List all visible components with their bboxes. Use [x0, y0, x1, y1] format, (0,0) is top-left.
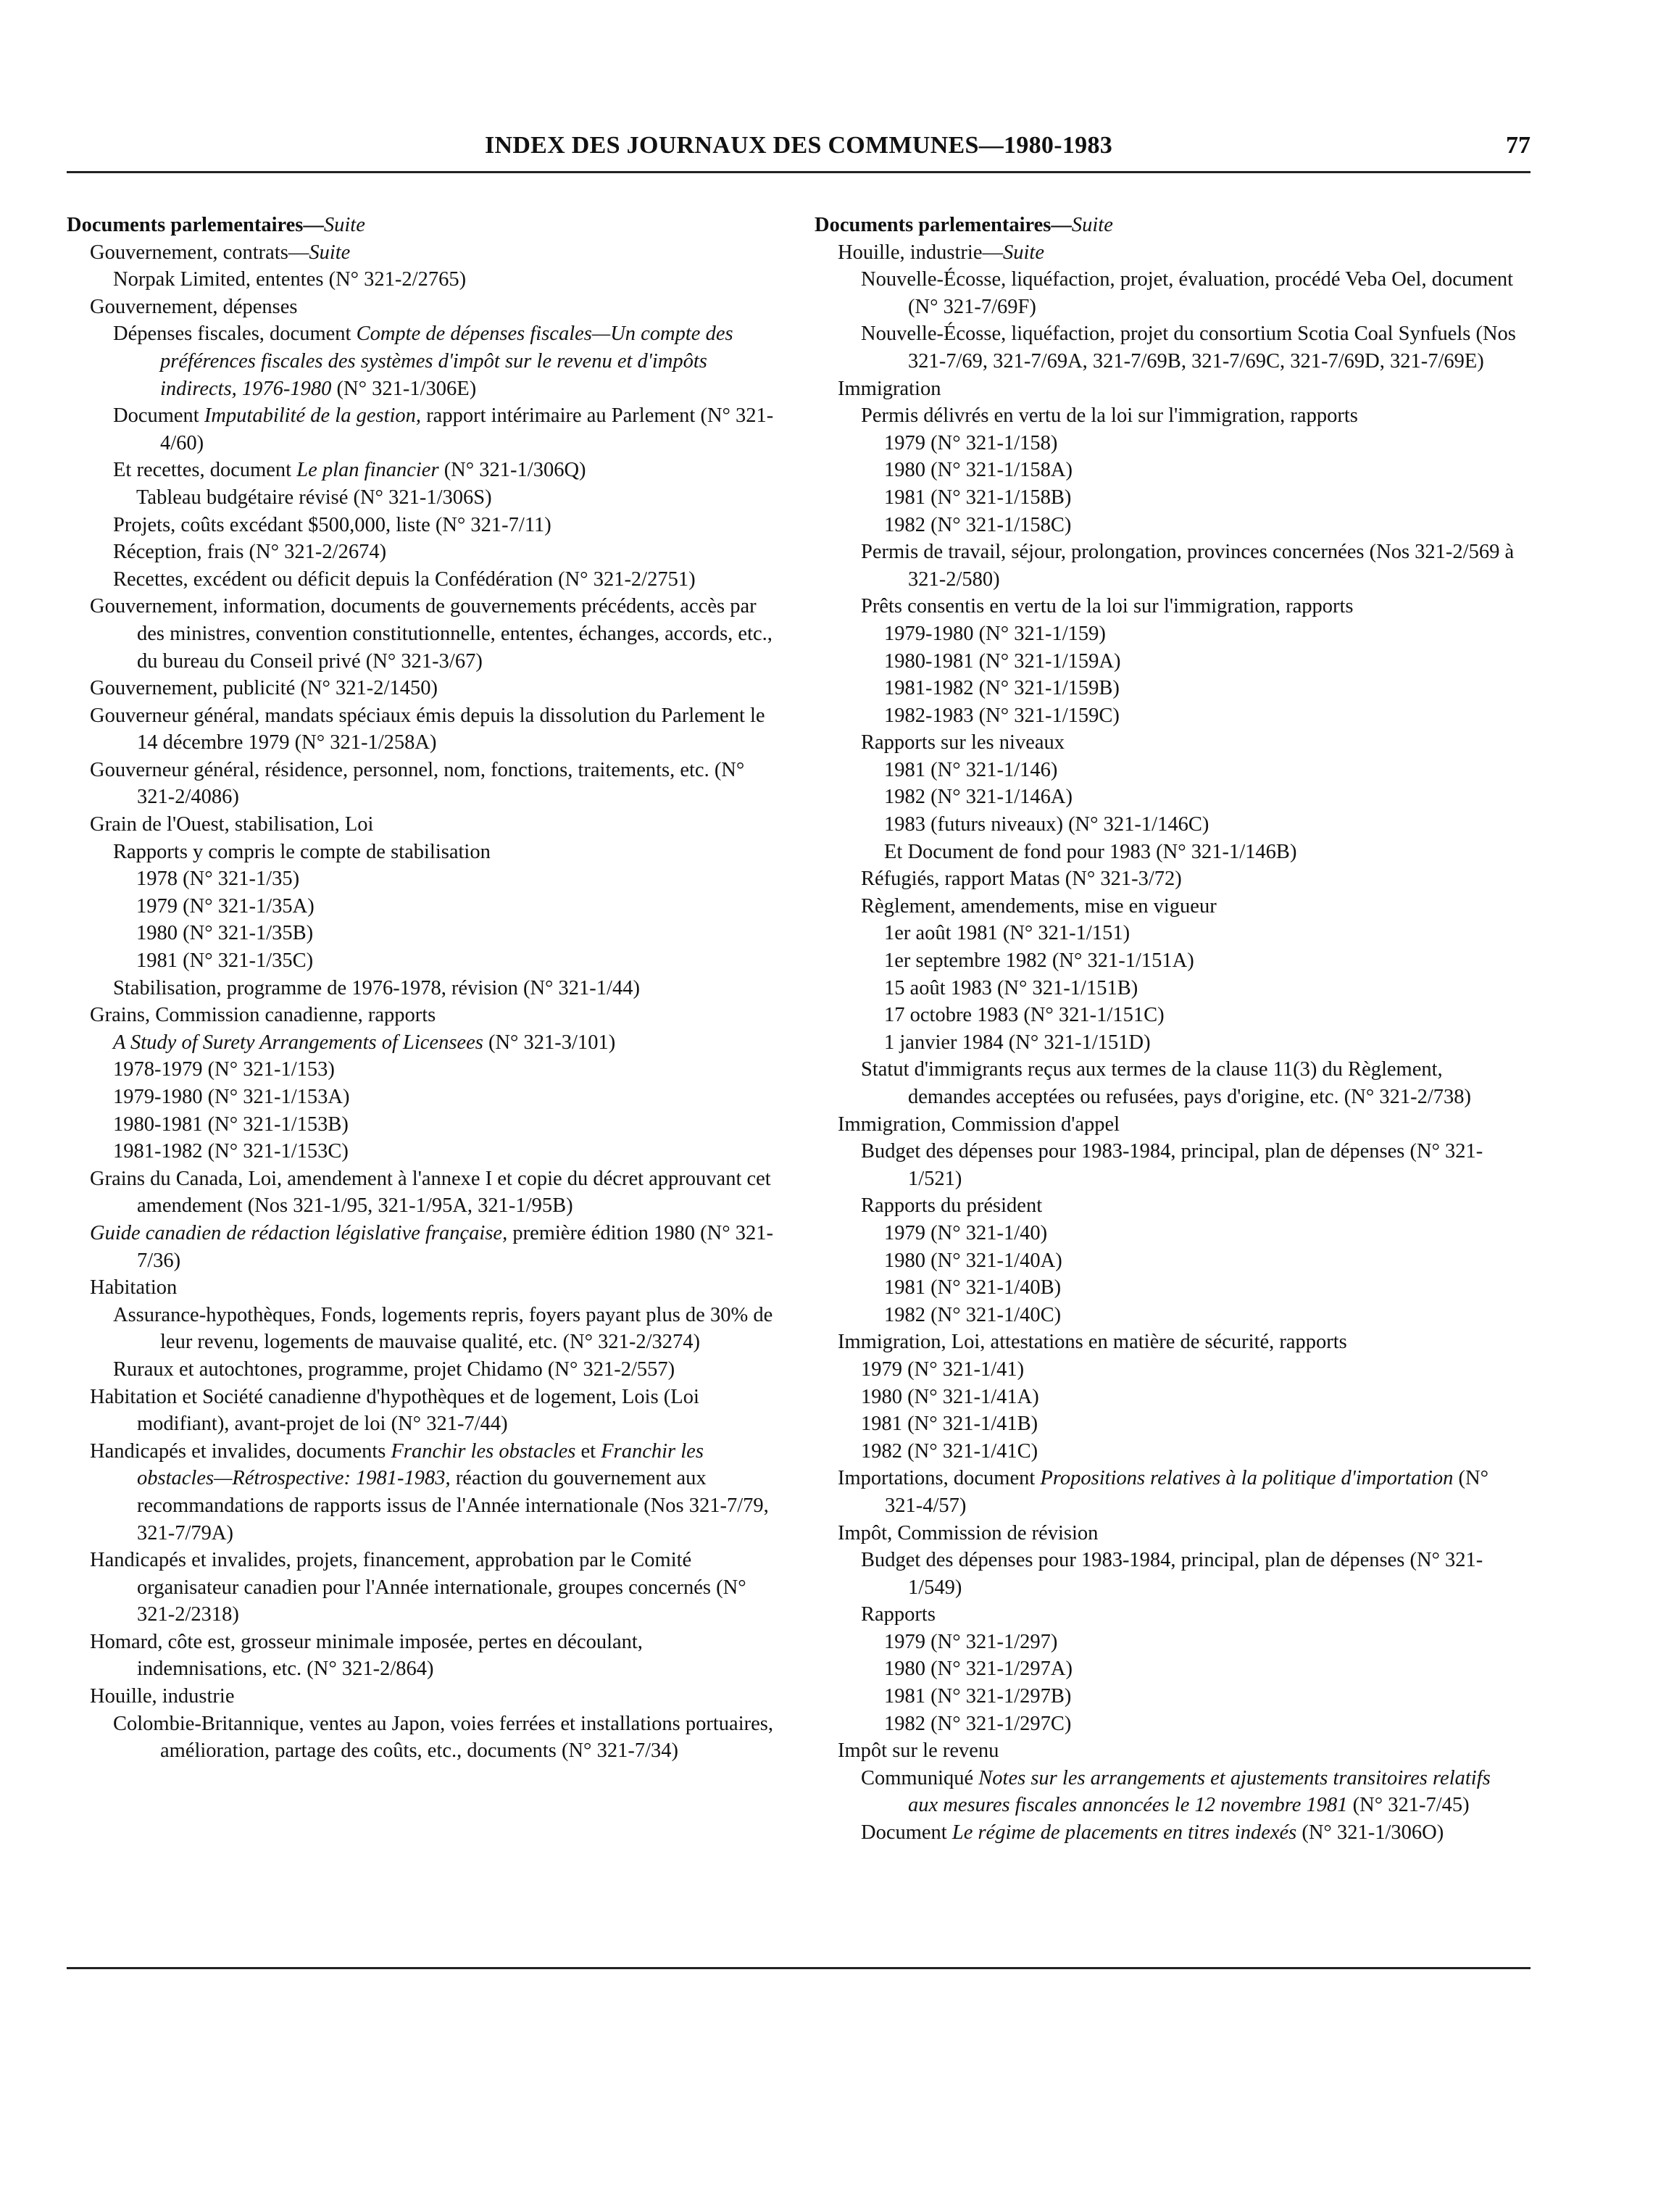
- index-entry-italic-text: Le régime de placements en titres indexés: [951, 1821, 1297, 1845]
- index-entry-text: Immigration, Loi, attestations en matière de sécurité, rapports: [838, 1331, 1347, 1354]
- index-entry: [838, 1737, 1525, 1765]
- index-entry: [815, 212, 1525, 239]
- index-entry: [113, 457, 777, 484]
- index-entry-text: 1979-1980 (N° 321-1/159): [884, 622, 1106, 645]
- index-entry: [884, 430, 1525, 457]
- index-entry-text: 1er septembre 1982 (N° 321-1/151A): [884, 949, 1194, 973]
- index-entry: [90, 811, 777, 839]
- index-entry: [90, 675, 777, 702]
- index-entry-text: Gouvernement, information, documents de gouvernements précédents, accès par des ministres, convention constitutionnelle, ententes, échanges, accords, etc., du bureau du Conseil privé (N° 321-3/67): [90, 595, 773, 673]
- index-entry-text: Gouverneur général, mandats spéciaux émis depuis la dissolution du Parlement le 14 décembre 1979 (N° 321-1/258A): [90, 704, 765, 754]
- index-entry-text: Documents parlementaires—: [815, 214, 1072, 236]
- index-entry-text: 1980 (N° 321-1/158A): [884, 459, 1073, 482]
- index-entry: [136, 947, 777, 975]
- index-entry: [884, 1029, 1525, 1057]
- index-entry-text: 1978-1979 (N° 321-1/153): [113, 1058, 335, 1081]
- index-entry-text: 1979 (N° 321-1/40): [884, 1221, 1048, 1244]
- index-entry-text: Grains, Commission canadienne, rapports: [90, 1004, 436, 1027]
- index-entry: [861, 865, 1525, 893]
- index-entry: [861, 1356, 1525, 1384]
- index-entry-text: 1981 (N° 321-1/158B): [884, 486, 1072, 509]
- index-entry: [136, 920, 777, 947]
- index-entry-text: Homard, côte est, grosseur minimale imposée, pertes en découlant, indemnisations, etc. (N° 321-2/864): [90, 1630, 643, 1681]
- index-entry: [884, 757, 1525, 784]
- index-entry-text: Gouvernement, publicité (N° 321-2/1450): [90, 677, 438, 700]
- index-entry-text: Prêts consentis en vertu de la loi sur l'immigration, rapports: [861, 595, 1354, 618]
- index-entry: [884, 1710, 1525, 1738]
- index-entry-text: 1er août 1981 (N° 321-1/151): [884, 922, 1130, 945]
- index-entry-italic-text: Suite: [1071, 214, 1113, 236]
- index-entry: [838, 1520, 1525, 1547]
- index-entry-text: Colombie-Britannique, ventes au Japon, voies ferrées et installations portuaires, amélioration, partage des coûts, etc., documents (N° 321-7/34): [113, 1712, 773, 1763]
- index-entry-text: Impôt sur le revenu: [838, 1739, 999, 1763]
- index-entry: [861, 539, 1525, 593]
- index-entry: [861, 1138, 1525, 1192]
- index-entry-text: Handicapés et invalides, documents: [90, 1439, 391, 1463]
- index-entry-text: Rapports sur les niveaux: [861, 731, 1065, 754]
- index-entry: [884, 1302, 1525, 1329]
- index-entry: [113, 512, 777, 539]
- index-entry: [90, 1274, 777, 1302]
- index-entry: [861, 1192, 1525, 1220]
- index-entry: [136, 484, 777, 512]
- index-entry-text: Dépenses fiscales, document: [113, 323, 357, 346]
- index-entry-italic-text: A Study of Surety Arrangements of Licensees: [113, 1031, 483, 1054]
- index-entry-italic-text: Franchir les obstacles: [391, 1439, 576, 1463]
- index-entry-text: Document: [861, 1821, 952, 1845]
- index-entry-text: 1982 (N° 321-1/297C): [884, 1712, 1072, 1735]
- index-entry: [884, 1683, 1525, 1710]
- index-entry-text: Permis délivrés en vertu de la loi sur l'immigration, rapports: [861, 404, 1358, 428]
- index-entry-text: 1981 (N° 321-1/41B): [861, 1413, 1038, 1436]
- index-entry-text: 1982 (N° 321-1/146A): [884, 786, 1073, 809]
- index-entry: [90, 1220, 777, 1274]
- index-entry-text: Habitation: [90, 1276, 178, 1300]
- index-entry-text: 1980 (N° 321-1/40A): [884, 1249, 1062, 1272]
- index-entry-text: 1979 (N° 321-1/35A): [136, 894, 315, 918]
- index-entry: [861, 1765, 1525, 1819]
- index-entry: [861, 1438, 1525, 1465]
- index-entry: [861, 402, 1525, 430]
- index-entry-text: Nouvelle-Écosse, liquéfaction, projet du consortium Scotia Coal Synfuels (Nos 321-7/69, 321-7/69A, 321-7/69B, 321-7/69C, 321-7/69D, 321-7/69E): [861, 323, 1516, 373]
- index-entry-text: (N° 321-3/101): [483, 1031, 616, 1054]
- index-entry: [884, 1274, 1525, 1302]
- index-entry: [90, 1547, 777, 1629]
- index-entry-text: Budget des dépenses pour 1983-1984, principal, plan de dépenses (N° 321-1/549): [861, 1549, 1483, 1599]
- index-entry: [113, 1710, 777, 1765]
- index-entry-text: Document: [113, 404, 204, 428]
- index-entry-text: Immigration, Commission d'appel: [838, 1113, 1120, 1136]
- index-entry: [838, 1465, 1525, 1519]
- index-entry-text: Grains du Canada, Loi, amendement à l'annexe I et copie du décret approuvant cet amendement (Nos 321-1/95, 321-1/95A, 321-1/95B): [90, 1167, 771, 1218]
- index-entry: [861, 893, 1525, 920]
- index-entry-text: Rapports: [861, 1603, 936, 1626]
- index-entry-text: 1981 (N° 321-1/297B): [884, 1685, 1072, 1708]
- index-entry-italic-text: Notes sur les arrangements et ajustements transitoires relatifs aux mesures fiscales annoncées le 12 novembre 1981: [908, 1766, 1491, 1817]
- index-entry: [884, 620, 1525, 648]
- index-entry: [838, 1329, 1525, 1356]
- index-entry: [838, 239, 1525, 267]
- index-entry-text: réaction du gouvernement aux recommandations de rapports issus de l'Année internationale (Nos 321-7/79, 321-7/79A): [137, 1467, 769, 1544]
- index-entry: [113, 402, 777, 457]
- index-entry: [861, 1410, 1525, 1438]
- index-entry: [884, 512, 1525, 539]
- index-entry-text: 1982 (N° 321-1/40C): [884, 1303, 1062, 1326]
- index-entry-text: (N° 321-7/45): [1347, 1794, 1470, 1817]
- index-entry: [90, 1384, 777, 1438]
- index-entry: [861, 729, 1525, 757]
- index-entry-text: Règlement, amendements, mise en vigueur: [861, 894, 1217, 918]
- index-entry: [136, 893, 777, 920]
- index-entry-text: 1983 (futurs niveaux) (N° 321-1/146C): [884, 813, 1209, 836]
- index-entry-text: Ruraux et autochtones, programme, projet Chidamo (N° 321-2/557): [113, 1357, 675, 1381]
- index-entry-italic-text: Imputabilité de la gestion,: [204, 404, 422, 428]
- index-entry: [884, 947, 1525, 975]
- index-entry: [884, 811, 1525, 839]
- index-entry-italic-text: Suite: [323, 214, 365, 236]
- index-entry: [861, 1601, 1525, 1629]
- index-entry-text: (N° 321-1/306O): [1296, 1821, 1444, 1845]
- index-entry: [113, 1029, 777, 1057]
- index-entry: [861, 1819, 1525, 1847]
- index-entry-text: 1981-1982 (N° 321-1/153C): [113, 1140, 349, 1163]
- index-entry: [884, 1002, 1525, 1029]
- index-entry-text: Gouvernement, contrats—: [90, 241, 309, 264]
- index-entry: [90, 1683, 777, 1710]
- index-entry: [113, 320, 777, 402]
- index-entry-text: Réception, frais (N° 321-2/2674): [113, 541, 387, 564]
- index-entry-text: 1980-1981 (N° 321-1/153B): [113, 1113, 349, 1136]
- index-entry: [113, 266, 777, 294]
- index-entry-text: 1980-1981 (N° 321-1/159A): [884, 649, 1121, 673]
- index-entry-text: Et Document de fond pour 1983 (N° 321-1/146B): [884, 840, 1297, 863]
- index-entry-text: 1981-1982 (N° 321-1/159B): [884, 677, 1120, 700]
- index-entry: [861, 1384, 1525, 1411]
- index-entry-text: (N° 321-1/306E): [331, 377, 477, 400]
- index-entry: [113, 1138, 777, 1165]
- index-entry-text: 1981 (N° 321-1/146): [884, 758, 1058, 781]
- index-entry-text: Gouvernement, dépenses: [90, 295, 298, 318]
- index-entry: [884, 783, 1525, 811]
- index-entry: [884, 1220, 1525, 1247]
- index-entry: [113, 1084, 777, 1111]
- index-entry-text: 1978 (N° 321-1/35): [136, 868, 300, 891]
- index-column-right: [815, 212, 1525, 1847]
- index-entry-text: Houille, industrie: [90, 1685, 235, 1708]
- index-entry: [136, 865, 777, 893]
- index-entry-text: Importations, document: [838, 1467, 1041, 1490]
- index-entry: [113, 975, 777, 1002]
- index-entry: [90, 1165, 777, 1220]
- index-entry: [90, 593, 777, 675]
- index-entry: [90, 1002, 777, 1029]
- index-entry: [113, 539, 777, 566]
- index-entry-text: 1980 (N° 321-1/41A): [861, 1385, 1039, 1408]
- index-entry-text: 1982-1983 (N° 321-1/159C): [884, 704, 1120, 727]
- index-entry-text: 15 août 1983 (N° 321-1/151B): [884, 976, 1138, 999]
- index-entry-text: Immigration: [838, 377, 941, 400]
- index-entry-text: 1982 (N° 321-1/41C): [861, 1439, 1038, 1463]
- footer-rule: [67, 1967, 1531, 1969]
- index-entry-text: Et recettes, document: [113, 459, 297, 482]
- index-entry-text: 1 janvier 1984 (N° 321-1/151D): [884, 1031, 1151, 1054]
- index-entry: [861, 593, 1525, 620]
- index-entry-text: 1979 (N° 321-1/41): [861, 1357, 1025, 1381]
- index-entry-italic-text: Le plan financier: [296, 459, 439, 482]
- index-entry-italic-text: Franchir les obstacles—Rétrospective: 1981-1983,: [137, 1439, 704, 1490]
- index-entry: [113, 1356, 777, 1384]
- index-entry-text: (N° 321-4/57): [885, 1467, 1489, 1517]
- index-entry: [884, 457, 1525, 484]
- page-title: INDEX DES JOURNAUX DES COMMUNES—1980-1983: [484, 132, 1113, 159]
- index-entry: [113, 1111, 777, 1139]
- index-entry-text: 1980 (N° 321-1/35B): [136, 922, 314, 945]
- index-entry-text: Permis de travail, séjour, prolongation, provinces concernées (Nos 321-2/569 à 321-2/580): [861, 541, 1515, 591]
- index-entry: [884, 702, 1525, 730]
- header-rule: [67, 171, 1531, 173]
- index-entry-text: Budget des dépenses pour 1983-1984, principal, plan de dépenses (N° 321-1/521): [861, 1140, 1483, 1190]
- index-entry: [884, 920, 1525, 947]
- index-entry-text: 17 octobre 1983 (N° 321-1/151C): [884, 1004, 1165, 1027]
- index-entry-text: 1981 (N° 321-1/35C): [136, 949, 314, 973]
- index-entry-text: 1982 (N° 321-1/158C): [884, 513, 1072, 536]
- index-entry-text: Rapports du président: [861, 1194, 1043, 1218]
- index-entry-text: Impôt, Commission de révision: [838, 1521, 1099, 1544]
- index-entry-italic-text: Propositions relatives à la politique d'importation: [1040, 1467, 1454, 1490]
- index-entry-text: Habitation et Société canadienne d'hypothèques et de logement, Lois (Loi modifiant), avant-projet de loi (N° 321-7/44): [90, 1385, 699, 1436]
- index-entry-text: Statut d'immigrants reçus aux termes de la clause 11(3) du Règlement, demandes acceptées ou refusées, pays d'origine, etc. (N° 321-2/738): [861, 1058, 1472, 1108]
- index-entry: [884, 484, 1525, 512]
- index-entry-text: Handicapés et invalides, projets, financement, approbation par le Comité organisateur canadien pour l'Année internationale, groupes concernés (N° 321-2/2318): [90, 1549, 746, 1626]
- index-column-left: [67, 212, 777, 1765]
- index-entry: [90, 702, 777, 757]
- index-entry: [884, 1247, 1525, 1275]
- index-entry: [67, 212, 777, 239]
- index-entry-text: Tableau budgétaire révisé (N° 321-1/306S): [136, 486, 492, 509]
- index-entry-text: Assurance-hypothèques, Fonds, logements repris, foyers payant plus de 30% de leur revenu, logements de mauvaise qualité, etc. (N° 321-2/3274): [113, 1303, 773, 1354]
- index-entry-italic-text: Guide canadien de rédaction législative française,: [90, 1221, 508, 1244]
- index-entry: [113, 1302, 777, 1356]
- index-entry: [884, 675, 1525, 702]
- index-entry: [90, 757, 777, 811]
- index-entry: [90, 239, 777, 267]
- index-entry-text: Réfugiés, rapport Matas (N° 321-3/72): [861, 868, 1182, 891]
- index-entry-text: première édition 1980 (N° 321-7/36): [137, 1221, 773, 1272]
- index-entry: [90, 1629, 777, 1683]
- page-header: [67, 132, 1531, 172]
- index-entry-text: 1979 (N° 321-1/158): [884, 431, 1058, 454]
- index-entry: [113, 1056, 777, 1084]
- index-entry: [861, 320, 1525, 375]
- index-entry: [90, 294, 777, 321]
- index-entry: [838, 375, 1525, 403]
- index-entry-text: Nouvelle-Écosse, liquéfaction, projet, évaluation, procédé Veba Oel, document (N° 321-7/69F): [861, 268, 1514, 318]
- index-entry-text: Projets, coûts excédant $500,000, liste (N° 321-7/11): [113, 513, 551, 536]
- index-entry-text: Norpak Limited, ententes (N° 321-2/2765): [113, 268, 467, 291]
- index-entry: [884, 648, 1525, 675]
- index-entry-text: 1979 (N° 321-1/297): [884, 1630, 1058, 1653]
- index-entry: [884, 1655, 1525, 1683]
- index-entry-text: (N° 321-1/306Q): [438, 459, 586, 482]
- index-entry-text: Gouverneur général, résidence, personnel, nom, fonctions, traitements, etc. (N° 321-2/4086): [90, 758, 745, 809]
- index-entry: [113, 566, 777, 594]
- index-entry-text: 1980 (N° 321-1/297A): [884, 1658, 1073, 1681]
- index-entry-text: rapport intérimaire au Parlement (N° 321-4/60): [160, 404, 774, 454]
- index-entry: [884, 1629, 1525, 1656]
- index-entry-italic-text: Compte de dépenses fiscales—Un compte des préférences fiscales des systèmes d'impôt sur le revenu et d'impôts indirects, 1976-1980: [160, 323, 733, 400]
- index-entry-text: Stabilisation, programme de 1976-1978, révision (N° 321-1/44): [113, 976, 640, 999]
- index-entry-text: 1979-1980 (N° 321-1/153A): [113, 1086, 350, 1108]
- index-entry: [838, 1111, 1525, 1139]
- index-entry: [861, 1056, 1525, 1110]
- index-entry-italic-text: Suite: [309, 241, 351, 264]
- index-entry-text: 1981 (N° 321-1/40B): [884, 1276, 1062, 1300]
- index-entry-text: Communiqué: [861, 1766, 979, 1789]
- index-entry-text: et: [575, 1439, 601, 1463]
- index-entry: [113, 839, 777, 866]
- index-entry-text: Houille, industrie—: [838, 241, 1003, 264]
- index-entry: [861, 266, 1525, 320]
- index-entry: [884, 975, 1525, 1002]
- index-entry: [90, 1438, 777, 1547]
- index-entry-text: Documents parlementaires—: [67, 214, 324, 236]
- index-entry: [884, 839, 1525, 866]
- page-number: 77: [1506, 132, 1531, 159]
- index-entry-text: Recettes, excédent ou déficit depuis la Confédération (N° 321-2/2751): [113, 567, 696, 591]
- index-entry-text: Grain de l'Ouest, stabilisation, Loi: [90, 813, 374, 836]
- index-entry-text: Rapports y compris le compte de stabilisation: [113, 840, 491, 863]
- index-entry-italic-text: Suite: [1002, 241, 1044, 264]
- index-entry: [861, 1547, 1525, 1601]
